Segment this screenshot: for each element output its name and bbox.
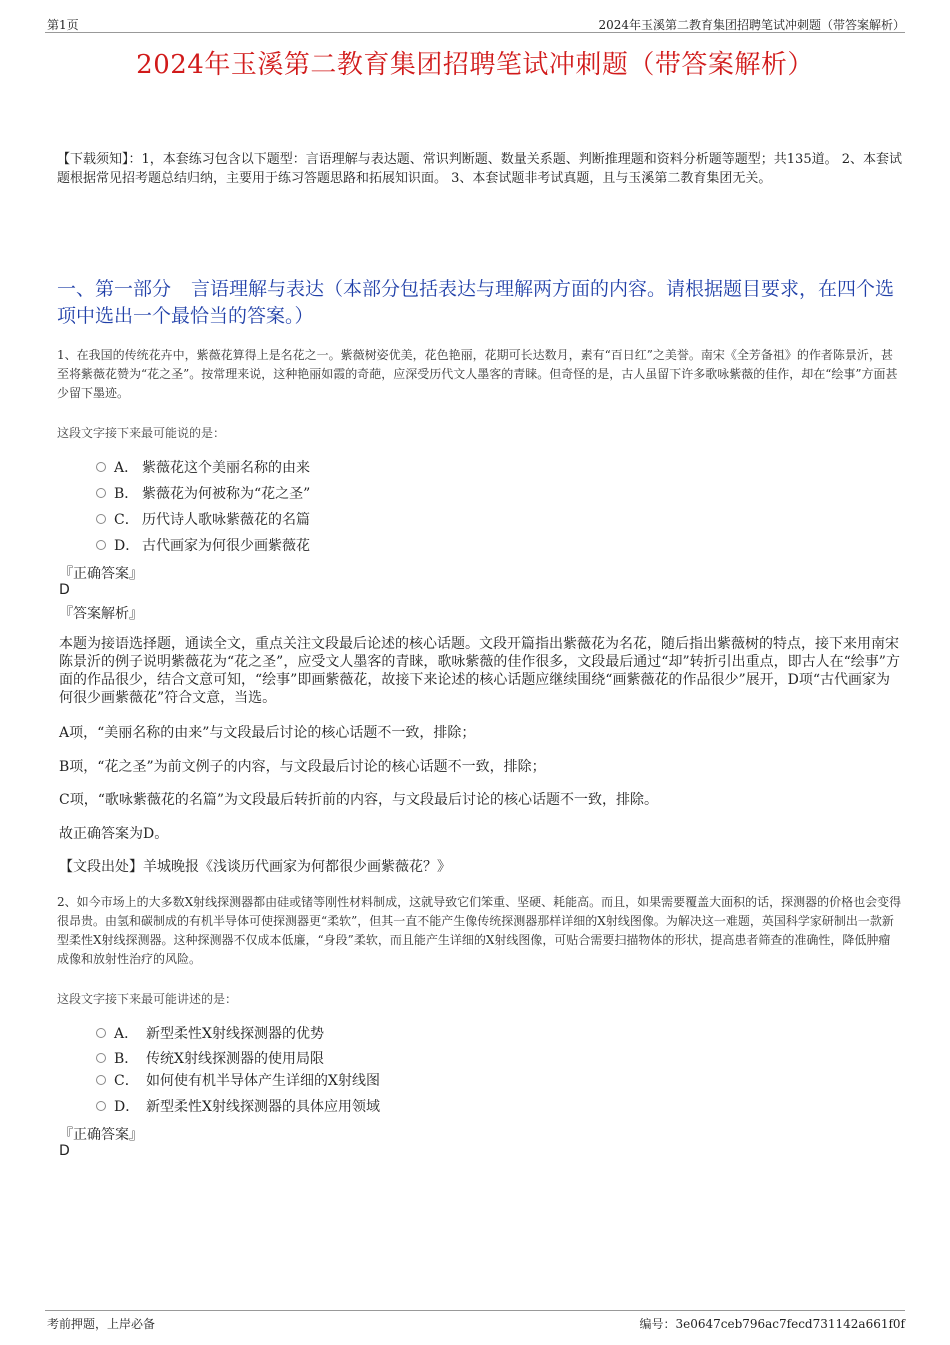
option-text: 新型柔性X射线探测器的具体应用领域 [146,1099,380,1115]
footer-doc-id: 编号：3e0647ceb796ac7fecd731142a661f0f [639,1317,905,1331]
option-letter: C． [114,512,139,528]
radio-icon[interactable] [96,1075,106,1085]
footer-slogan: 考前押题，上岸必备 [47,1317,156,1331]
q1-analysis-label: 『答案解析』 [59,606,143,622]
q2-answer: D [59,1143,70,1159]
q1-note-b: B项，“花之圣”为前文例子的内容，与文段最后讨论的核心话题不一致，排除； [59,759,546,775]
q1-answer: D [59,582,70,598]
q2-option-b[interactable] [96,1048,324,1068]
option-letter: A． [114,460,139,476]
option-letter: D． [114,538,140,554]
q1-option-d[interactable] [96,535,310,555]
option-text: 如何使有机半导体产生详细的X射线图 [146,1073,380,1089]
q2-answer-label: 『正确答案』 [59,1127,143,1143]
q1-option-b[interactable] [96,483,310,503]
q1-option-a[interactable] [96,457,310,477]
section-heading [57,276,902,330]
question-1-prompt: 这段文字接下来最可能说的是： [57,426,226,440]
q1-note-a: A项，“美丽名称的由来”与文段最后讨论的核心话题不一致，排除； [59,725,476,741]
q2-option-c[interactable] [96,1070,380,1090]
option-letter: D． [114,1099,140,1115]
q2-option-d[interactable] [96,1096,380,1116]
q1-analysis: 本题为接语选择题，通读全文，重点关注文段最后论述的核心话题。文段开篇指出紫薇花为名花，随后指出紫薇树的特点，接下来用南宋陈景沂的例子说明紫薇花为“花之圣”，应受文人墨客的青睐，歌咏紫薇的佳作很多，文段最后通过“却”转折引出重点，即古人在“绘事”方面的作品很少，结合文意可知，“绘事”即画紫薇花，故接下来论述的核心话题应继续围绕“画紫薇花的作品很少”展开，D项“古代画家为何很少画紫薇花”符合文意，当选。 [59,636,900,706]
option-letter: A． [114,1026,139,1042]
radio-icon[interactable] [96,488,106,498]
q1-conclusion: 故正确答案为D。 [59,826,169,842]
question-2-prompt: 这段文字接下来最可能讲述的是： [57,992,238,1006]
option-text: 紫薇花这个美丽名称的由来 [142,460,310,476]
radio-icon[interactable] [96,1028,106,1038]
option-text: 历代诗人歌咏紫薇花的名篇 [142,512,310,528]
page-number: 第1页 [47,18,79,32]
section-description: 言语理解与表达（本部分包括表达与理解两方面的内容。请根据题目要求，在四个选项中选出一个最恰当的答案。） [57,278,895,327]
document-title: 2024年玉溪第二教育集团招聘笔试冲刺题（带答案解析） [136,50,814,80]
option-text: 传统X射线探测器的使用局限 [146,1051,324,1067]
page-header [45,14,905,33]
radio-icon[interactable] [96,514,106,524]
option-letter: B． [114,1051,139,1067]
option-text: 古代画家为何很少画紫薇花 [142,538,310,554]
question-1-text: 1、在我国的传统花卉中，紫薇花算得上是名花之一。紫薇树姿优美，花色艳丽，花期可长达数月，素有“百日红”之美誉。南宋《全芳备祖》的作者陈景沂，甚至将紫薇花赞为“花之圣”。按常理来说，这种艳丽如霞的奇葩，应深受历代文人墨客的青睐。但奇怪的是，古人虽留下许多歌咏紫薇的佳作，却在“绘事”方面甚少留下墨迹。 [57,348,898,400]
radio-icon[interactable] [96,1053,106,1063]
option-text: 新型柔性X射线探测器的优势 [146,1026,324,1042]
q1-note-c: C项，“歌咏紫薇花的名篇”为文段最后转折前的内容，与文段最后讨论的核心话题不一致，排除。 [59,792,659,808]
page-footer [45,1310,905,1331]
radio-icon[interactable] [96,462,106,472]
section-part: 一、第一部分 [57,278,172,300]
download-notice: 【下载须知】：1，本套练习包含以下题型：言语理解与表达题、常识判断题、数量关系题、判断推理题和资料分析题等题型；共135道。 2、本套试题根据常见招考题总结归纳，主要用于练习答题思路和拓展知识面。 3、本套试题非考试真题，且与玉溪第二教育集团无关。 [57,152,902,186]
option-letter: B． [114,486,139,502]
header-doc-title: 2024年玉溪第二教育集团招聘笔试冲刺题（带答案解析） [598,18,905,32]
radio-icon[interactable] [96,540,106,550]
question-2-text: 2、如今市场上的大多数X射线探测器都由硅或锗等刚性材料制成，这就导致它们笨重、坚硬、耗能高。而且，如果需要覆盖大面积的话，探测器的价格也会变得很昂贵。由氢和碳制成的有机半导体可使探测器更“柔软”，但其一直不能产生像传统探测器那样详细的X射线图像。为解决这一难题，英国科学家研制出一款新型柔性X射线探测器。这种探测器不仅成本低廉，“身段”柔软，而且能产生详细的X射线图像，可贴合需要扫描物体的形状，提高患者筛查的准确性，降低肿瘤成像和放射性治疗的风险。 [57,895,902,966]
option-letter: C． [114,1073,139,1089]
q1-option-c[interactable] [96,509,310,529]
q2-option-a[interactable] [96,1023,324,1043]
option-text: 紫薇花为何被称为“花之圣” [142,486,311,502]
q1-answer-label: 『正确答案』 [59,566,143,582]
radio-icon[interactable] [96,1101,106,1111]
q1-source: 【文段出处】羊城晚报《浅谈历代画家为何都很少画紫薇花？》 [59,859,451,875]
